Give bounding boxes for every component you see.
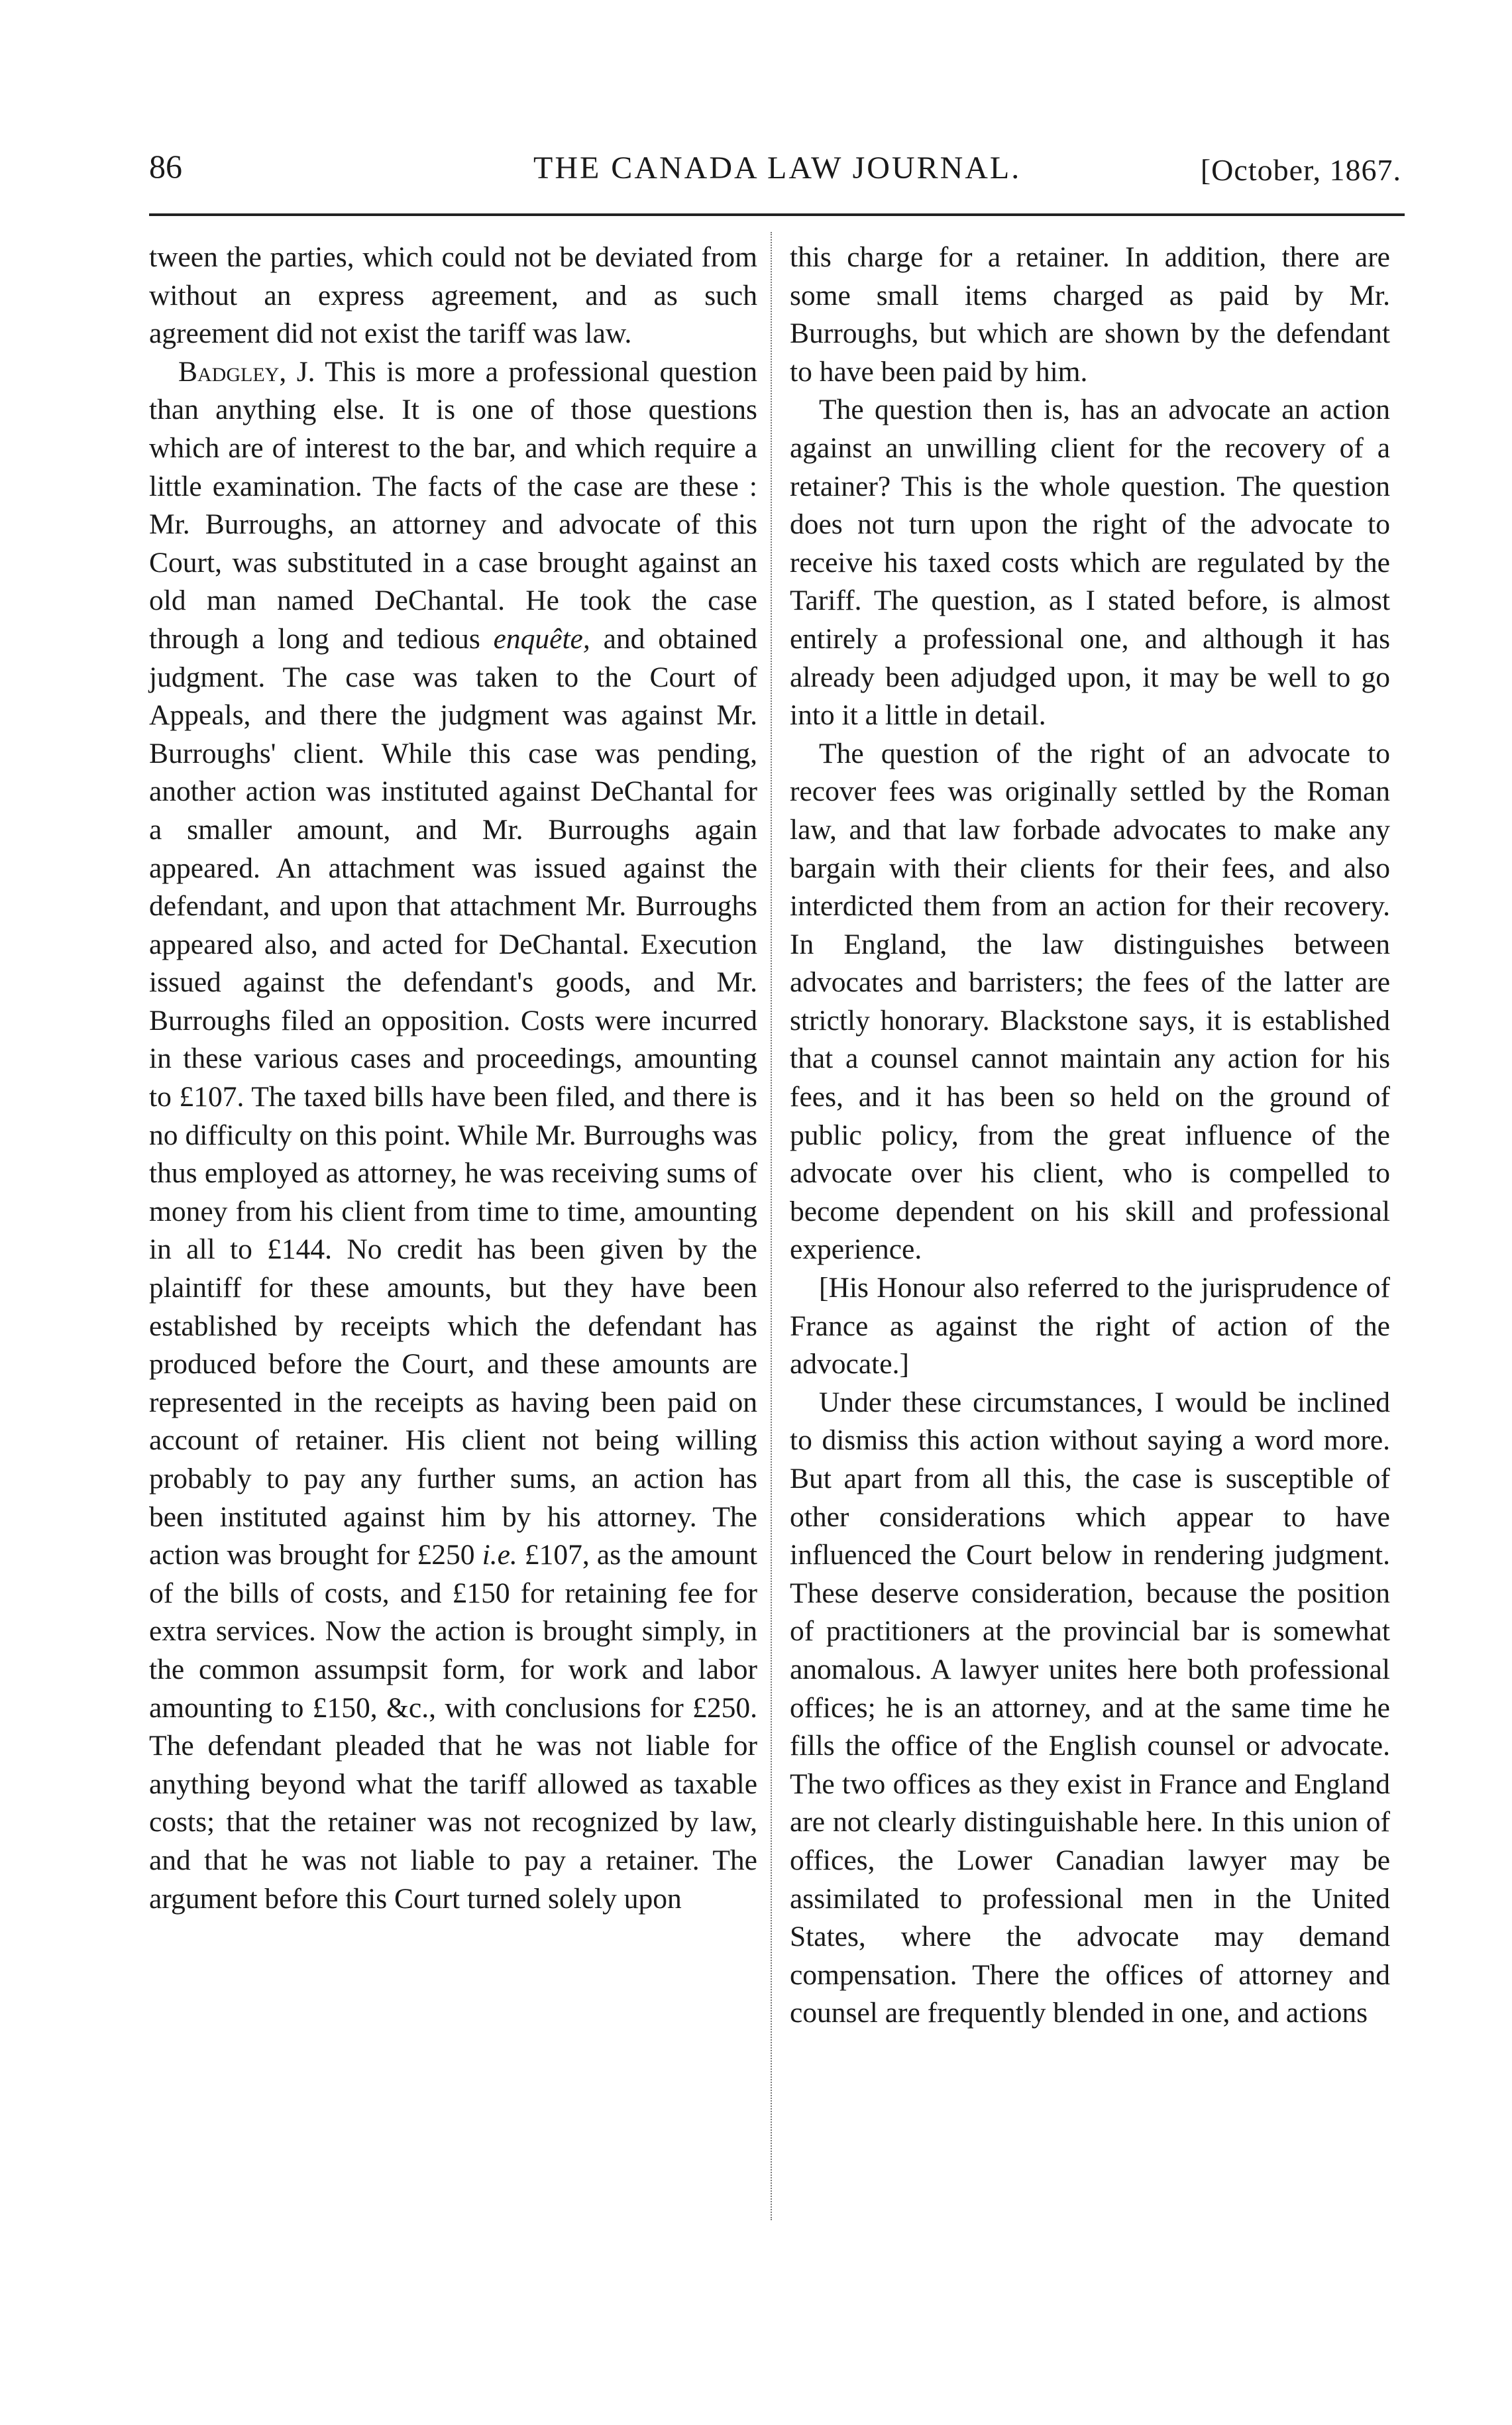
paragraph: Badgley, J. This is more a professional question than anything else. It is one of those questions which are of interest to the bar, and which require a little examination. The facts of the case are these : Mr. Burroughs, an attorney and advocate of this Court, was substituted in a case brought against an old man named DeChantal. He took the case through a long and tedious enquête, and obtained judgment. The case was taken to the Court of Appeals, and there the judgment was against Mr. Burroughs' client. While this case was pending, another action was instituted against DeChantal for a smaller amount, and Mr. Burroughs again appeared. An attachment was issued against the defendant, and upon that attachment Mr. Burroughs appeared also, and acted for DeChantal. Execution issued against the defendant's goods, and Mr. Burroughs filed an opposition. Costs were incurred in these various cases and proceedings, amounting to £107. The taxed bills have been filed, and there is no difficulty on this point. While Mr. Burroughs was thus employed as attorney, he was receiving sums of money from his client from time to time, amounting in all to £144. No credit has been given by the plaintiff for these amounts, but they have been established by receipts which the defendant has produced before the Court, and these amounts are represented in the receipts as having been paid on account of retainer. His client not being willing probably to pay any further sums, an action has been instituted against him by his attorney. The action was brought for £250 i.e. £107, as the amount of the bills of costs, and £150 for retaining fee for extra services. Now the action is brought simply, in the common assumpsit form, for work and labor amounting to £150, &c., with conclusions for £250. The defendant pleaded that he was not liable for anything beyond what the tariff allowed as taxable costs; that the retainer was not recognized by law, and that he was not liable to pay a retainer. The argument before this Court turned solely upon bbox=[149, 355, 758, 1915]
issue-date: [October, 1867. bbox=[1200, 153, 1401, 187]
judge-name: Badgley, J. bbox=[178, 355, 315, 388]
column-divider bbox=[771, 232, 772, 2220]
paragraph: The question then is, has an advocate an action against an unwilling client for the recovery of a retainer? This is the whole question. The question does not turn upon the right of the advocate to receive his taxed costs which are regulated by the Tariff. The question, as I stated before, is almost entirely a professional one, and although it has already been adjudged upon, it may be well to go into it a little in detail. bbox=[790, 394, 1390, 732]
right-column bbox=[790, 239, 1390, 2033]
paragraph: The question of the right of an advocate to recover fees was originally settled by the Roman law, and that law forbade advocates to make any bargain with their clients for their fees, and also interdicted them from an action for their recovery. In England, the law distinguishes between advocates and barristers; the fees of the latter are strictly honorary. Blackstone says, it is established that a counsel cannot maintain any action for his fees, and it has been so held on the ground of public policy, from the great influence of the advocate over his client, who is compelled to become dependent on his skill and professional experience. bbox=[790, 737, 1390, 1266]
page-number: 86 bbox=[149, 148, 182, 185]
paragraph: Under these circumstances, I would be inclined to dismiss this action without saying a word more. But apart from all this, the case is susceptible of other considerations which appear to have influenced the Court below in rendering judgment. These deserve consideration, because the position of practitioners at the provincial bar is somewhat anomalous. A lawyer unites here both professional offices; he is an attorney, and at the same time he fills the office of the English counsel or advocate. The two offices as they exist in France and England are not clearly distinguishable here. In this union of offices, the Lower Canadian lawyer may be assimilated to professional men in the United States, where the advocate may demand compensation. There the offices of attorney and counsel are frequently blended in one, and actions bbox=[790, 1386, 1390, 2029]
left-column bbox=[149, 239, 757, 1918]
paragraph: tween the parties, which could not be deviated from without an express agreement, and as such agreement did not exist the tariff was law. bbox=[149, 241, 757, 350]
paragraph: this charge for a retainer. In addition, there are some small items charged as paid by Mr. Burroughs, but which are shown by the defendant to have been paid by him. bbox=[790, 241, 1390, 388]
paragraph: [His Honour also referred to the jurisprudence of France as against the right of action of the advocate.] bbox=[790, 1272, 1390, 1381]
page-header bbox=[149, 147, 1401, 194]
header-rule bbox=[149, 213, 1405, 216]
journal-title: THE CANADA LAW JOURNAL. bbox=[533, 150, 1022, 186]
